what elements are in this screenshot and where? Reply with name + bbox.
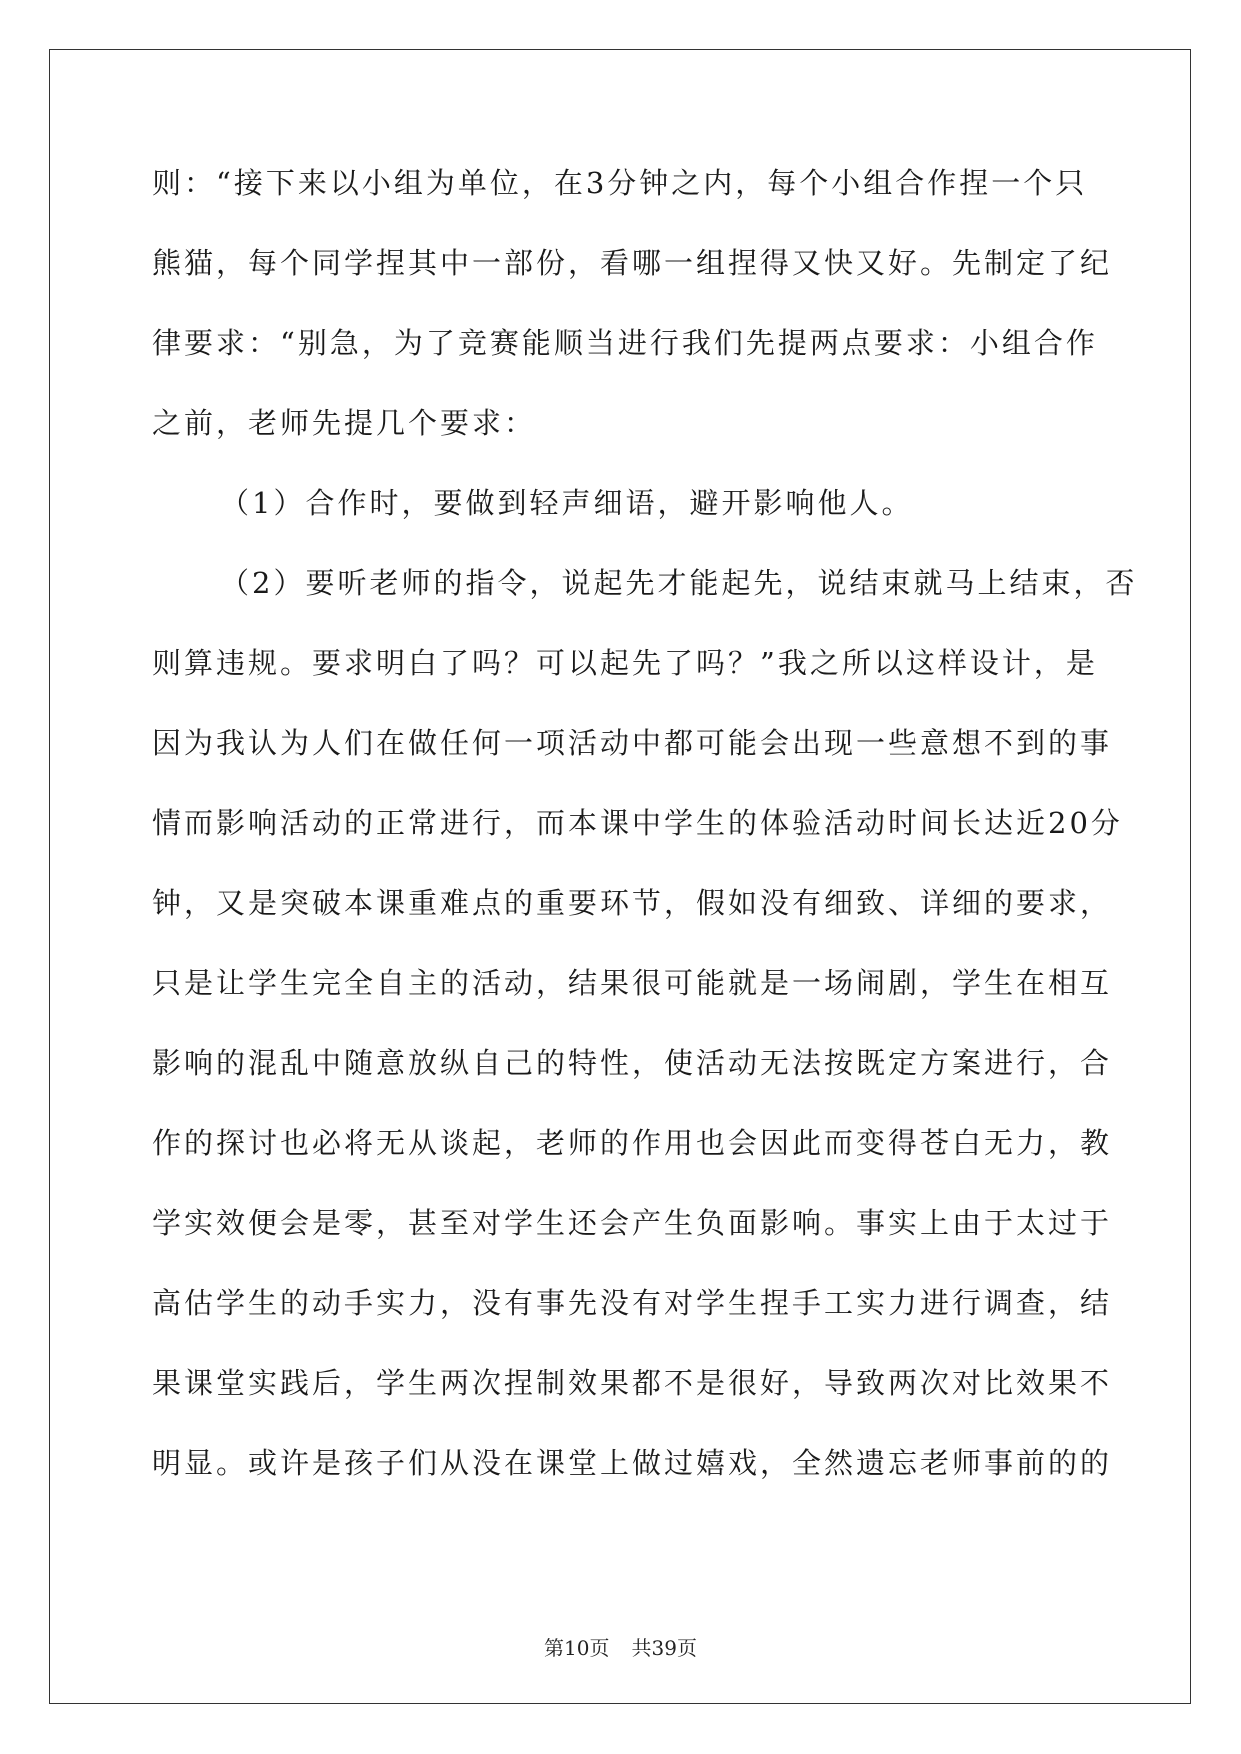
text-line: 只是让学生完全自主的活动，结果很可能就是一场闹剧，学生在相互 bbox=[152, 966, 1113, 1000]
page-footer bbox=[0, 1632, 1241, 1661]
text-line: 则：“接下来以小组为单位，在3分钟之内，每个小组合作捏一个只 bbox=[152, 166, 1088, 200]
text-line: 情而影响活动的正常进行，而本课中学生的体验活动时间长达近20分 bbox=[152, 806, 1123, 840]
text-line: 之前，老师先提几个要求： bbox=[152, 406, 537, 440]
text-line: 影响的混乱中随意放纵自己的特性，使活动无法按既定方案进行，合 bbox=[152, 1046, 1113, 1080]
text-line: 律要求：“别急，为了竞赛能顺当进行我们先提两点要求：小组合作 bbox=[152, 326, 1098, 360]
page-number: 第10页 bbox=[544, 1636, 610, 1660]
text-line: 则算违规。要求明白了吗？可以起先了吗？”我之所以这样设计，是 bbox=[152, 646, 1098, 680]
text-line: 熊猫，每个同学捏其中一部份，看哪一组捏得又快又好。先制定了纪 bbox=[152, 246, 1113, 280]
text-line: （1）合作时，要做到轻声细语，避开影响他人。 bbox=[220, 486, 914, 520]
text-line: 因为我认为人们在做任何一项活动中都可能会出现一些意想不到的事 bbox=[152, 726, 1113, 760]
text-line: 学实效便会是零，甚至对学生还会产生负面影响。事实上由于太过于 bbox=[152, 1206, 1113, 1240]
document-body bbox=[152, 158, 1138, 1518]
text-line: 明显。或许是孩子们从没在课堂上做过嬉戏，全然遗忘老师事前的的 bbox=[152, 1446, 1113, 1480]
text-line: 果课堂实践后，学生两次捏制效果都不是很好，导致两次对比效果不 bbox=[152, 1366, 1113, 1400]
text-line: （2）要听老师的指令，说起先才能起先，说结束就马上结束，否 bbox=[220, 566, 1138, 600]
text-line: 作的探讨也必将无从谈起，老师的作用也会因此而变得苍白无力，教 bbox=[152, 1126, 1113, 1160]
page-total: 共39页 bbox=[631, 1636, 697, 1660]
text-line: 钟，又是突破本课重难点的重要环节，假如没有细致、详细的要求， bbox=[152, 886, 1113, 920]
text-line: 高估学生的动手实力，没有事先没有对学生捏手工实力进行调查，结 bbox=[152, 1286, 1113, 1320]
